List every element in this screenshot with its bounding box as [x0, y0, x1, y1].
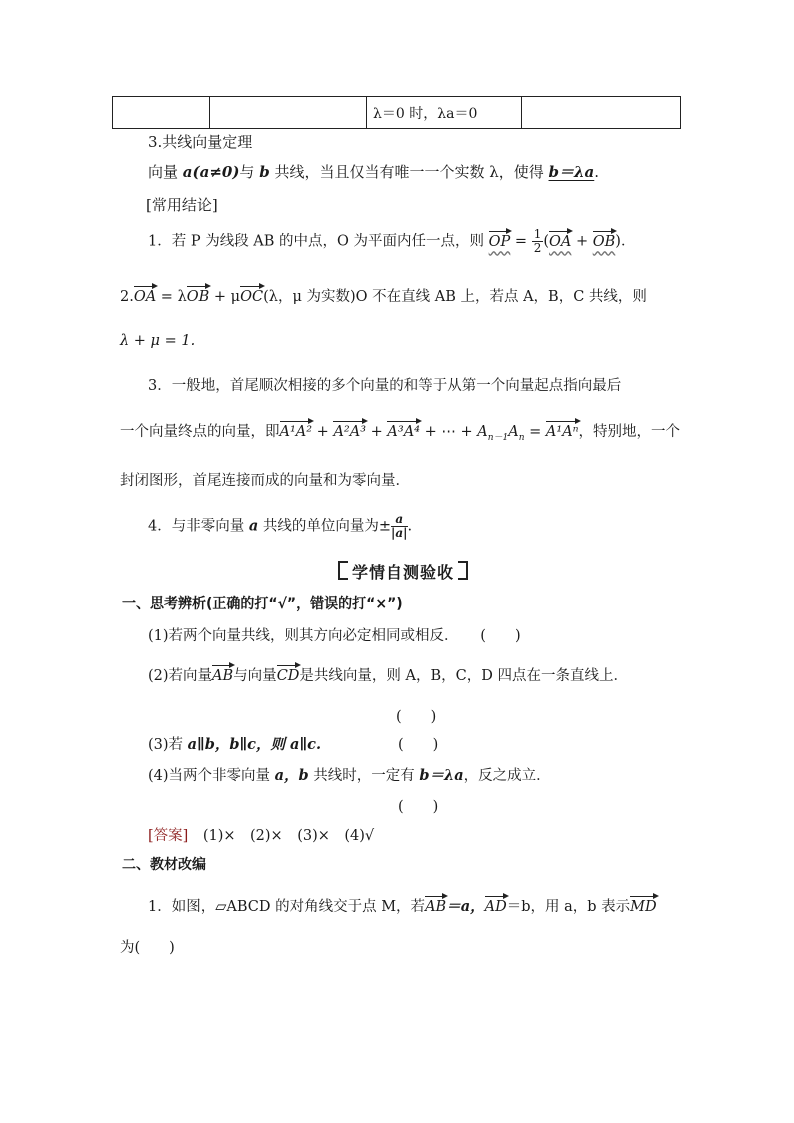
vector-ab: AB — [212, 668, 234, 684]
section-title: 3.共线向量定理 — [148, 133, 253, 151]
question-3: (3)若 a∥b，b∥c，则 a∥c. — [148, 736, 322, 753]
conclusion-2: 2.OA = λOB + μOC(λ，μ 为实数)O 不在直线 AB 上，若点 A，B，C 共线，则 — [120, 289, 647, 305]
vector-cd: CD — [276, 668, 300, 684]
vector-a3a4: A³A⁴ — [387, 424, 420, 440]
vector-a1a2: A¹A² — [279, 424, 313, 440]
conclusion-3-line1: 3．一般地，首尾顺次相接的多个向量的和等于从第一个向量起点指向最后 — [148, 378, 622, 394]
definition-table — [112, 96, 681, 129]
vector-md: MD — [630, 899, 657, 915]
conclusion-3-line2: 一个向量终点的向量，即A¹A² + A²A³ + A³A⁴ + ⋯ + $A_{n-1}A_n = A^1A^n$，特别地，一个 — [120, 424, 681, 443]
fraction-half: $\frac{1}{2}$ — [533, 227, 542, 255]
part2-title: 二、教材改编 — [122, 857, 206, 873]
vector-oa: OA — [133, 289, 157, 305]
vector-ob: OB — [592, 233, 616, 250]
answer-blank: ( ) — [480, 628, 521, 644]
table-cell-lambda-zero: λ＝0 时，λa＝0 — [367, 97, 522, 129]
question-2: (2)若向量AB与向量CD是共线向量，则 A，B，C，D 四点在一条直线上． — [148, 668, 628, 684]
answer-label: [答案] — [148, 828, 189, 844]
conclusion-1: 1．若 P 为线段 AB 的中点，O 为平面内任一点，则 OP = $\frac{1}{2}$ (OA + OB)． — [148, 227, 636, 255]
table-cell — [113, 97, 210, 129]
conclusion-2-line2: λ + μ = 1. — [120, 333, 196, 349]
vector-a1an: A¹Aⁿ — [545, 424, 579, 440]
problem-1: 1．如图，▱ABCD 的对角线交于点 M，若AB＝a，AD＝b，用 a，b 表示MD — [148, 898, 657, 915]
vector-op: OP — [488, 233, 511, 250]
conclusion-3-line3: 封闭图形，首尾连接而成的向量和为零向量． — [120, 473, 410, 489]
bracket-right-icon — [458, 561, 468, 580]
answer-blank: ( ) — [398, 799, 439, 815]
bracket-left-icon — [338, 561, 348, 580]
table-cell — [210, 97, 367, 129]
answer-blank: ( ) — [398, 737, 439, 753]
unit-vector-fraction: $\frac{a}{|a|}$ — [391, 512, 408, 540]
conclusion-4: 4．与非零向量 a 共线的单位向量为± $\frac{a}{|a|}$ . — [148, 512, 413, 540]
conclusions-header: [常用结论] — [146, 196, 218, 214]
vector-ob: OB — [186, 289, 210, 305]
part1-title: 一、思考辨析(正确的打“√”，错误的打“×”) — [122, 596, 403, 612]
vector-ad: AD — [484, 899, 507, 915]
question-1: (1)若两个向量共线，则其方向必定相同或相反． ( ) — [148, 628, 521, 644]
section-banner: 学情自测验收 — [338, 560, 468, 583]
theorem-text: 向量 a(a≠0)与 b 共线，当且仅当有唯一一个实数 λ，使得 b＝λa. — [148, 163, 600, 181]
table-cell — [522, 97, 681, 129]
answer-blank: ( ) — [396, 709, 437, 725]
vector-a2a3: A²A³ — [333, 424, 367, 440]
question-4: (4)当两个非零向量 a，b 共线时，一定有 b＝λa，反之成立． — [148, 767, 551, 784]
problem-1-line2: 为( ) — [120, 940, 175, 956]
vector-oc: OC — [240, 289, 264, 305]
vector-ab: AB — [425, 899, 447, 915]
vector-oa: OA — [549, 233, 572, 250]
answer-key: [答案] (1)× (2)× (3)× (4)√ — [148, 828, 375, 844]
